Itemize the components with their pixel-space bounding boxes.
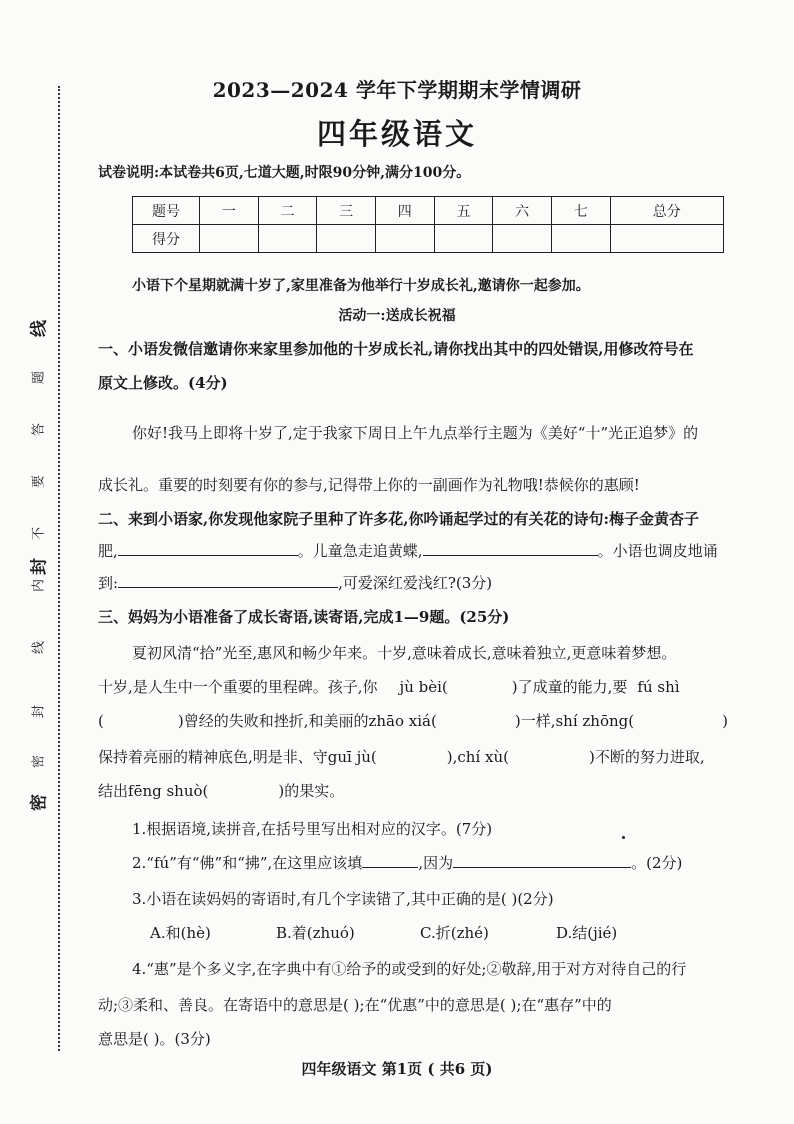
binding-char: 不 [31, 527, 47, 541]
score-header-cell: 六 [493, 197, 552, 225]
pinyin: shí zhōng( [555, 712, 635, 730]
text: ,因为 [418, 854, 454, 872]
pinyin: guī jù( [327, 748, 377, 766]
answer-blank[interactable] [423, 541, 598, 556]
text: 到: [98, 574, 119, 592]
passage-line [98, 780, 344, 801]
binding-char: 密 [29, 794, 50, 811]
question-2-line [98, 572, 492, 593]
text: ,可爱深红爱浅红?(3分) [338, 574, 493, 592]
score-table [132, 196, 724, 253]
question-2-line [98, 540, 718, 561]
score-header-cell: 五 [434, 197, 493, 225]
score-cell[interactable] [493, 225, 552, 253]
text: )了成童的能力,要 [511, 678, 628, 696]
text: 。(2分) [631, 854, 683, 872]
option-d[interactable]: D.结(jié) [556, 924, 618, 942]
exam-subtitle: 四年级语文 [316, 117, 477, 151]
text: 2.“fú”有“佛”和“拂”,在这里应该填 [132, 854, 363, 872]
score-header-cell: 总分 [610, 197, 723, 225]
question-1-stem: 一、小语发微信邀请你来家里参加他的十岁成长礼,请你找出其中的四处错误,用修改符号在 [98, 340, 694, 358]
score-cell[interactable] [317, 225, 376, 253]
binding-char: 封 [31, 705, 47, 719]
text: )不断的努力进取, [589, 748, 705, 766]
score-cell[interactable] [551, 225, 610, 253]
option-c[interactable]: C.折(zhé) [420, 924, 489, 942]
option-a[interactable]: A.和(hè) [150, 924, 211, 942]
score-cell[interactable] [375, 225, 434, 253]
binding-dotted-line [58, 86, 60, 1051]
score-header-cell: 二 [258, 197, 317, 225]
sub-question-4: 4.“惠”是个多义字,在字典中有①给予的或受到的好处;②敬辞,用于对方对待自己的行 [132, 960, 687, 978]
answer-blank[interactable] [118, 541, 298, 556]
score-table-header-row [133, 197, 724, 225]
passage-line [98, 710, 728, 731]
binding-char: 要 [31, 475, 47, 489]
answer-blank[interactable] [118, 573, 338, 588]
activity-title: 活动一:送成长祝福 [338, 308, 456, 324]
intro-text: 小语下个星期就满十岁了,家里准备为他举行十岁成长礼,邀请你一起参加。 [132, 278, 590, 294]
text: 结出 [98, 782, 129, 800]
text: 十岁,是人生中一个重要的里程碑。孩子,你 [98, 678, 378, 696]
exam-title: 2023—2024 学年下学期期末学情调研 [212, 78, 582, 102]
binding-margin [18, 78, 70, 1058]
stray-dot [622, 836, 625, 839]
sub-question-2 [132, 852, 682, 873]
page-footer: 四年级语文 第1页 ( 共6 页) [301, 1060, 493, 1078]
sub-question-4-cont: 动;③柔和、善良。在寄语中的意思是( );在“优惠”中的意思是( );在“惠存”中的 [98, 996, 612, 1014]
score-cell[interactable] [200, 225, 259, 253]
binding-char: 线 [31, 641, 47, 655]
option-b[interactable]: B.着(zhuó) [276, 924, 355, 942]
answer-blank[interactable] [362, 853, 418, 868]
score-row-label: 得分 [133, 225, 200, 253]
text: ( [98, 712, 104, 730]
binding-char: 密 [31, 755, 47, 769]
sub-question-3: 3.小语在读妈妈的寄语时,有几个字读错了,其中正确的是( )(2分) [132, 890, 554, 908]
pinyin: fú shì [637, 678, 680, 696]
text: 。小语也调皮地诵 [597, 542, 718, 560]
pinyin: zhāo xiá( [368, 712, 437, 730]
text: )的果实。 [278, 782, 345, 800]
text: )一样, [514, 712, 556, 730]
sub-question-4-cont: 意思是( )。(3分) [98, 1030, 211, 1048]
text: 肥, [98, 542, 118, 560]
pinyin: jù bèi( [399, 678, 448, 696]
text: 保持着亮丽的精神底色,明是非、守 [98, 748, 328, 766]
exam-instructions: 试卷说明:本试卷共6页,七道大题,时限90分钟,满分100分。 [98, 165, 471, 181]
score-cell[interactable] [434, 225, 493, 253]
pinyin: fēng shuò( [128, 782, 209, 800]
passage-line [98, 676, 680, 697]
answer-blank[interactable] [453, 853, 631, 868]
binding-char: 内 [31, 579, 47, 593]
score-cell[interactable] [258, 225, 317, 253]
text: ), [446, 748, 458, 766]
question-1-passage: 你好!我马上即将十岁了,定于我家下周日上午九点举行主题为《美好“十”光正追梦》的 [132, 424, 699, 442]
question-1-stem-cont: 原文上修改。(4分) [98, 374, 228, 392]
binding-char: 答 [31, 423, 47, 437]
score-header-cell: 四 [375, 197, 434, 225]
binding-char: 封 [29, 558, 50, 575]
binding-char: 线 [29, 320, 50, 337]
score-header-cell: 一 [200, 197, 259, 225]
text: 。儿童急走追黄蝶, [297, 542, 423, 560]
passage-line [98, 746, 705, 767]
text: )曾经的失败和挫折,和美丽的 [177, 712, 369, 730]
sub-question-1: 1.根据语境,读拼音,在括号里写出相对应的汉字。(7分) [132, 820, 493, 838]
score-header-cell: 题号 [133, 197, 200, 225]
question-2-stem: 二、来到小语家,你发现他家院子里种了许多花,你吟诵起学过的有关花的诗句:梅子金黄杏子 [98, 510, 699, 528]
question-1-passage-cont: 成长礼。重要的时刻要有你的参与,记得带上你的一副画作为礼物哦!恭候你的惠顾! [98, 476, 640, 494]
score-header-cell: 三 [317, 197, 376, 225]
passage-line: 夏初风清“拾”光至,惠风和畅少年来。十岁,意味着成长,意味着独立,更意味着梦想。 [132, 644, 677, 662]
question-3-stem: 三、妈妈为小语准备了成长寄语,读寄语,完成1—9题。(25分) [98, 608, 510, 626]
score-table-row [133, 225, 724, 253]
score-cell[interactable] [610, 225, 723, 253]
pinyin: chí xù( [457, 748, 510, 766]
binding-char: 题 [31, 371, 47, 385]
score-header-cell: 七 [551, 197, 610, 225]
text: ) [722, 712, 728, 730]
